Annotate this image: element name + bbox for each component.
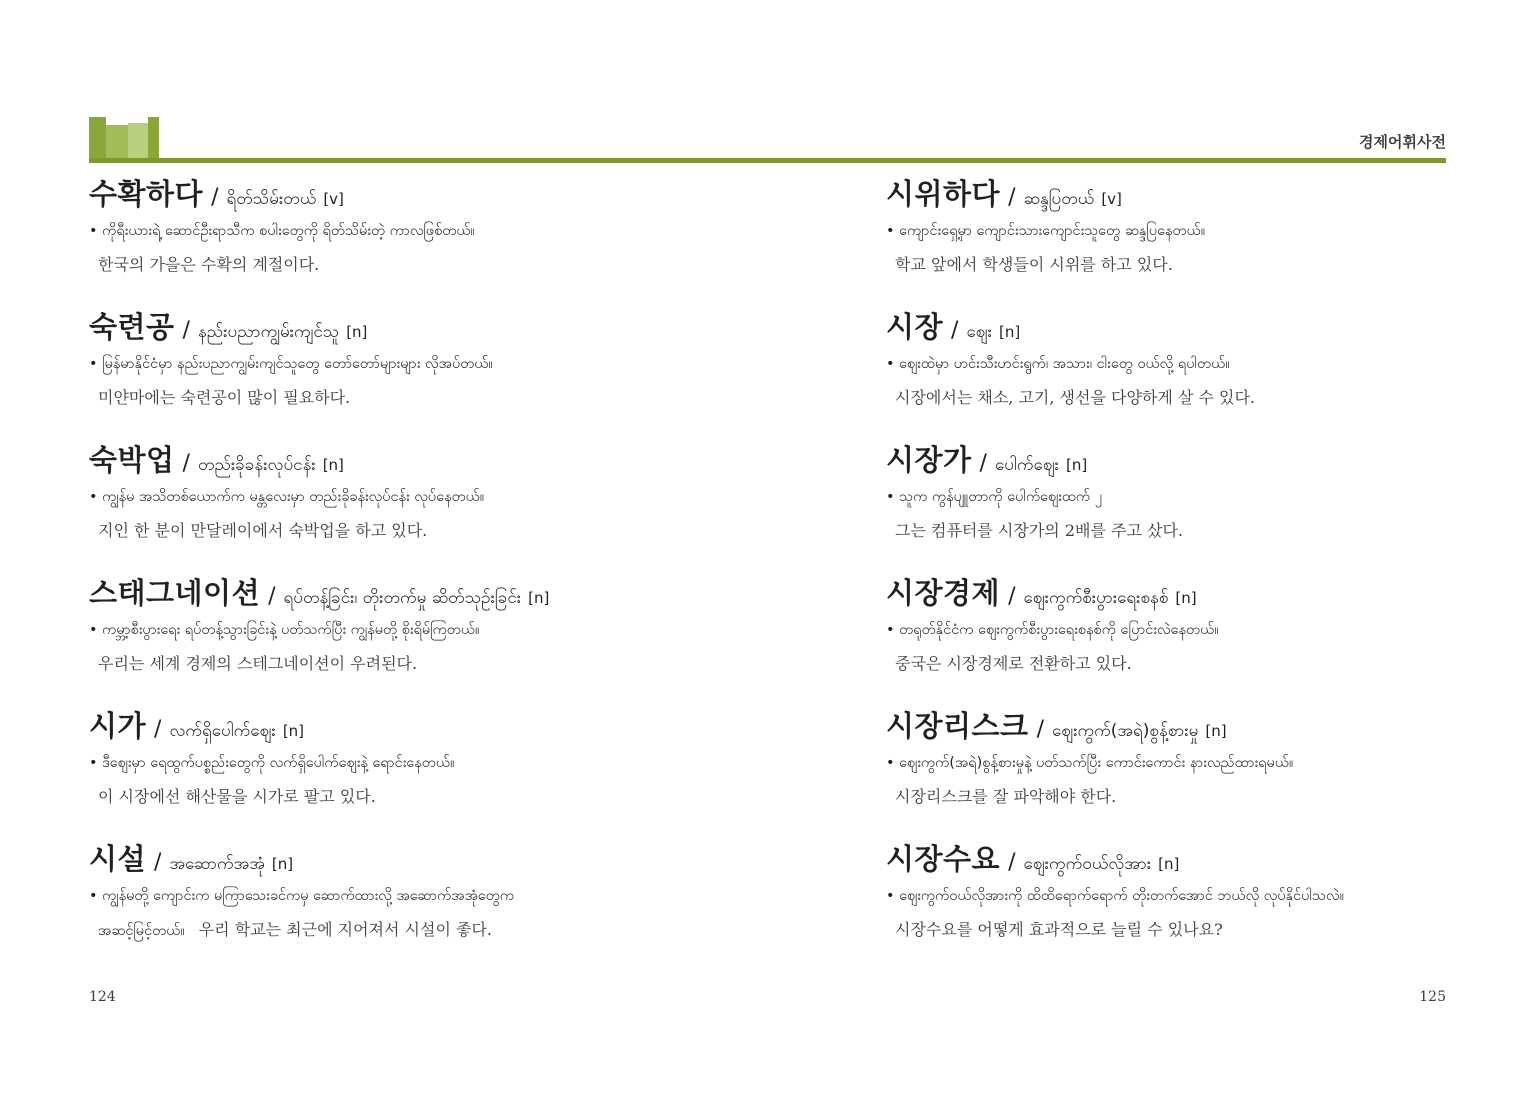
entry-headline: [89, 837, 669, 881]
dictionary-entry: [886, 172, 1466, 305]
example-myanmar: • ကျောင်းရှေ့မှာ ကျောင်းသားကျောင်းသူတွေ ဆန္ဒပြနေတယ်။: [886, 223, 1206, 239]
example-korean: 그는 컴퓨터를 시장가의 2배를 주고 샀다.: [895, 521, 1183, 540]
page-number-left: 124: [89, 989, 116, 1005]
meaning: ဈေး: [966, 322, 992, 342]
meaning: ဈေးကွက်စီးပွားရေးစနစ်: [1023, 588, 1169, 608]
example-korean: 이 시장에선 해산물을 시가로 팔고 있다.: [98, 787, 376, 806]
part-of-speech: [n]: [271, 855, 294, 873]
headword: 시위하다: [886, 177, 1001, 211]
meaning: အဆောက်အအုံ: [169, 854, 265, 874]
example-korean: 우리는 세계 경제의 스테그네이션이 우려된다.: [98, 654, 418, 673]
header-block: [148, 117, 159, 159]
meaning: ရိတ်သိမ်းတယ်: [226, 189, 317, 209]
headword: 숙련공: [89, 310, 175, 344]
part-of-speech: [n]: [282, 722, 305, 740]
example-myanmar: • ကျွန်မတို့ ကျောင်းက မကြာသေးခင်ကမှ ဆောက်ထားလို့ အဆောက်အအုံတွေက: [89, 888, 515, 904]
example-myanmar: • ကိုရီးယားရဲ့ ဆောင်ဦးရာသီက စပါးတွေကို ရိတ်သိမ်းတဲ့ ကာလဖြစ်တယ်။: [89, 223, 475, 239]
separator: /: [979, 451, 987, 476]
header-block: [106, 125, 128, 159]
headword: 스태그네이션: [89, 576, 261, 610]
part-of-speech: [n]: [1205, 722, 1227, 740]
part-of-speech: [n]: [528, 589, 550, 607]
example-myanmar: • ဒီဈေးမှာ ရေထွက်ပစ္စည်းတွေကို လက်ရှိပေါက်ဈေးနဲ့ ရောင်းနေတယ်။: [89, 755, 455, 771]
example-korean: 시장리스크를 잘 파악해야 한다.: [895, 787, 1117, 806]
entry-headline: [89, 438, 669, 482]
separator: /: [211, 185, 219, 210]
headword: 시장경제: [886, 576, 1001, 610]
separator: /: [1036, 717, 1044, 742]
dictionary-entry: [886, 704, 1466, 837]
meaning: ဈေးကွက်ဝယ်လိုအား: [1023, 854, 1152, 874]
entry-headline: [886, 172, 1466, 216]
example-korean: 미얀마에는 숙련공이 많이 필요하다.: [98, 388, 351, 407]
entry-headline: [89, 305, 669, 349]
example-korean: 우리 학교는 최근에 지어져서 시설이 좋다.: [198, 920, 492, 939]
entry-headline: [89, 704, 669, 748]
book-title: 경제어휘사전: [1359, 133, 1446, 151]
meaning: နည်းပညာကျွမ်းကျင်သူ: [197, 322, 340, 342]
example-myanmar: • ဈေးကွက်ဝယ်လိုအားကို ထိထိရောက်ရောက် တိုးတက်အောင် ဘယ်လို လုပ်နိုင်ပါသလဲ။: [886, 888, 1344, 904]
entry-headline: [89, 571, 669, 615]
meaning: ပေါက်ဈေး: [994, 455, 1059, 475]
dictionary-entry: [89, 837, 669, 970]
header-rule: [89, 158, 1446, 163]
example-myanmar: • ဈေးကွက်(အရဲ)စွန့်စားမှုနဲ့ ပတ်သက်ပြီး ကောင်းကောင်း နားလည်ထားရမယ်။: [886, 755, 1294, 771]
example-korean: 지인 한 분이 만달레이에서 숙박업을 하고 있다.: [98, 521, 428, 540]
separator: /: [1008, 185, 1016, 210]
headword: 시장: [886, 310, 944, 344]
entry-headline: [886, 571, 1466, 615]
example-myanmar: • မြန်မာနိုင်ငံမှာ နည်းပညာကျွမ်းကျင်သူတွေ တော်တော်များများ လိုအပ်တယ်။: [89, 356, 493, 372]
headword: 숙박업: [89, 443, 175, 477]
example-korean: 한국의 가을은 수확의 계절이다.: [98, 255, 320, 274]
dictionary-entry: [89, 172, 669, 305]
meaning: တည်းခိုခန်းလုပ်ငန်း: [197, 455, 316, 475]
separator: /: [182, 451, 190, 476]
part-of-speech: [n]: [346, 323, 368, 341]
dictionary-entry: [886, 837, 1466, 970]
headword: 시장리스크: [886, 709, 1029, 743]
header-block: [128, 123, 148, 159]
example-myanmar: • သူက ကွန်ပျူတာကို ပေါက်ဈေးထက် ၂: [886, 489, 1102, 505]
example-myanmar: • တရုတ်နိုင်ငံက ဈေးကွက်စီးပွားရေးစနစ်ကို ပြောင်းလဲနေတယ်။: [886, 622, 1219, 638]
separator: /: [182, 318, 190, 343]
page-number-right: 125: [1419, 989, 1446, 1005]
example-korean: 시장에서는 채소, 고기, 생선을 다양하게 살 수 있다.: [895, 388, 1255, 407]
headword: 시가: [89, 709, 147, 743]
headword: 수확하다: [89, 177, 204, 211]
dictionary-entry: [89, 704, 669, 837]
example-myanmar: • ကမ္ဘာ့စီးပွားရေး ရပ်တန့်သွားခြင်းနဲ့ ပတ်သက်ပြီး ကျွန်မတို့ စိုးရိမ်ကြတယ်။: [89, 622, 480, 638]
right-column: [886, 172, 1466, 970]
meaning: ဆန္ဒပြတယ်: [1023, 189, 1095, 209]
part-of-speech: [n]: [1158, 855, 1180, 873]
example-myanmar: • ဈေးထဲမှာ ဟင်းသီးဟင်းရွက်၊ အသား၊ ငါးတွေ ဝယ်လို့ ရပါတယ်။: [886, 356, 1230, 372]
example-korean: 중국은 시장경제로 전환하고 있다.: [895, 654, 1132, 673]
part-of-speech: [n]: [1175, 589, 1197, 607]
entry-headline: [886, 837, 1466, 881]
separator: /: [1008, 584, 1016, 609]
left-column: [89, 172, 669, 970]
headword: 시장가: [886, 443, 972, 477]
entry-headline: [886, 704, 1466, 748]
headword: 시장수요: [886, 842, 1001, 876]
dictionary-entry: [886, 438, 1466, 571]
meaning: လက်ရှိပေါက်ဈေး: [169, 721, 276, 741]
dictionary-entry: [89, 305, 669, 438]
part-of-speech: [n]: [998, 323, 1021, 341]
example-myanmar: • ကျွန်မ အသိတစ်ယောက်က မန္တလေးမှာ တည်းခိုခန်းလုပ်ငန်း လုပ်နေတယ်။: [89, 489, 485, 505]
entry-headline: [89, 172, 669, 216]
dictionary-entry: [89, 438, 669, 571]
part-of-speech: [v]: [1101, 190, 1122, 208]
dictionary-entry: [89, 571, 669, 704]
part-of-speech: [n]: [1065, 456, 1088, 474]
example-korean: 시장수요를 어떻게 효과적으로 늘릴 수 있나요?: [895, 920, 1223, 939]
separator: /: [154, 850, 162, 875]
part-of-speech: [n]: [322, 456, 344, 474]
entry-headline: [886, 305, 1466, 349]
entry-headline: [886, 438, 1466, 482]
dictionary-entry: [886, 305, 1466, 438]
header-decoration: [89, 117, 159, 159]
part-of-speech: [v]: [323, 190, 344, 208]
example-myanmar-continued: အဆင့်မြင့်တယ်။: [98, 923, 185, 939]
header-block: [89, 117, 106, 159]
dictionary-entry: [886, 571, 1466, 704]
separator: /: [268, 584, 276, 609]
example-korean: 학교 앞에서 학생들이 시위를 하고 있다.: [895, 255, 1173, 274]
meaning: ဈေးကွက်(အရဲ)စွန့်စားမှု: [1052, 721, 1199, 741]
meaning: ရပ်တန့်ခြင်း၊ တိုးတက်မှု ဆိတ်သုဥ်းခြင်း: [283, 588, 522, 608]
separator: /: [154, 717, 162, 742]
headword: 시설: [89, 842, 147, 876]
separator: /: [1008, 850, 1016, 875]
separator: /: [951, 318, 959, 343]
example-korean-line: [89, 917, 669, 943]
